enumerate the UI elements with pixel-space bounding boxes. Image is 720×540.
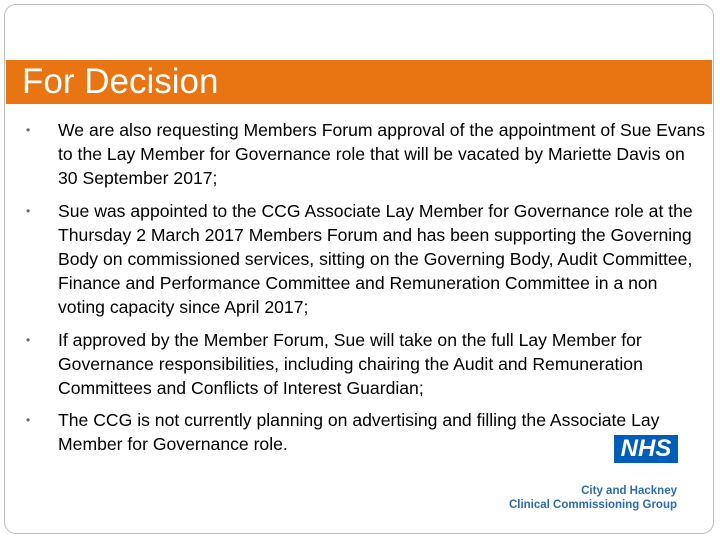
bullet-icon: • bbox=[26, 203, 31, 218]
org-name-line2: Clinical Commissioning Group bbox=[508, 499, 677, 511]
bullet-list bbox=[26, 118, 706, 465]
nhs-logo: NHS bbox=[614, 435, 678, 463]
slide-title: For Decision bbox=[22, 62, 219, 101]
bullet-text: Sue was appointed to the CCG Associate Lay Member for Governance role at the Thursday 2 March 2017 Members Forum and has been supporting the Governing Body on commissioned services, sitting on the Governing Body, Audit Committee, Finance and Performance Committee and Remuneration Committee in a non voting capacity since April 2017; bbox=[58, 200, 693, 318]
bullet-icon: • bbox=[26, 413, 31, 428]
title-bar bbox=[6, 60, 712, 104]
organisation-name bbox=[509, 484, 677, 512]
bullet-icon: • bbox=[26, 332, 31, 347]
bullet-item bbox=[26, 328, 706, 401]
org-name-line1: City and Hackney bbox=[581, 485, 677, 497]
bullet-item bbox=[26, 118, 706, 191]
bullet-text: We are also requesting Members Forum approval of the appointment of Sue Evans to the Lay Member for Governance role that will be vacated by Mariette Davis on 30 September 2017; bbox=[58, 120, 706, 189]
bullet-text: If approved by the Member Forum, Sue will take on the full Lay Member for Governance responsibilities, including chairing the Audit and Remuneration Committees and Conflicts of Interest Guardian; bbox=[58, 329, 643, 399]
bullet-item bbox=[26, 199, 706, 320]
bullet-icon: • bbox=[26, 123, 31, 137]
bullet-item bbox=[26, 408, 706, 456]
bullet-text: The CCG is not currently planning on advertising and filling the Associate Lay Member for Governance role. bbox=[58, 410, 660, 455]
